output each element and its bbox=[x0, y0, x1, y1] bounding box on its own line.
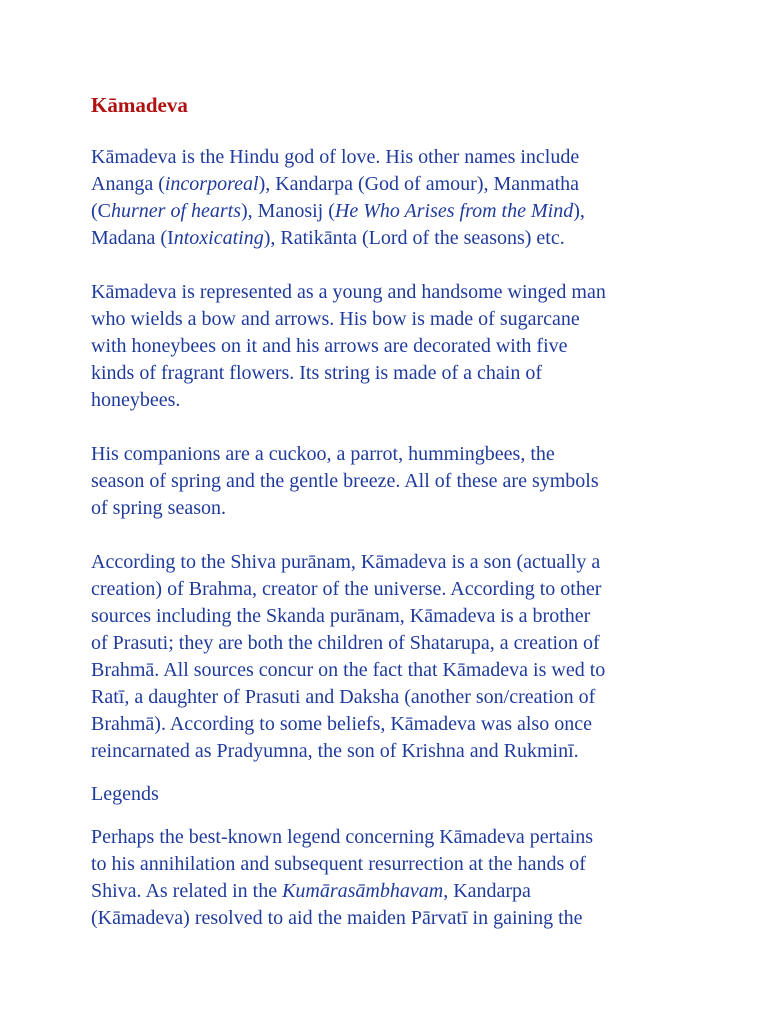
paragraph-legend bbox=[91, 824, 691, 932]
italic-text: incorporeal bbox=[164, 173, 259, 195]
text-line: Legends bbox=[91, 783, 159, 805]
page-title: Kāmadeva bbox=[91, 93, 188, 117]
text-line: Kāmadeva is represented as a young and handsome winged man bbox=[91, 281, 606, 303]
paragraph-appearance bbox=[91, 279, 691, 414]
text-line: sources including the Skanda purānam, Kāmadeva is a brother bbox=[91, 605, 591, 627]
text-line: (Churner of hearts), Manosij (He Who Arises from the Mind), bbox=[91, 200, 585, 222]
text-line: of Prasuti; they are both the children of Shatarupa, a creation of bbox=[91, 632, 600, 654]
text-line: His companions are a cuckoo, a parrot, hummingbees, the bbox=[91, 443, 555, 465]
text-line: Madana (Intoxicating), Ratikānta (Lord of the seasons) etc. bbox=[91, 227, 565, 249]
text-line: with honeybees on it and his arrows are decorated with five bbox=[91, 335, 568, 357]
text-line: of spring season. bbox=[91, 497, 226, 519]
text-line: (Kāmadeva) resolved to aid the maiden Pārvatī in gaining the bbox=[91, 907, 583, 929]
text-line: reincarnated as Pradyumna, the son of Krishna and Rukminī. bbox=[91, 740, 579, 762]
text-line: Ratī, a daughter of Prasuti and Daksha (another son/creation of bbox=[91, 686, 596, 708]
paragraph-companions bbox=[91, 441, 691, 522]
italic-text: hurner of hearts bbox=[111, 200, 241, 222]
text-line: who wields a bow and arrows. His bow is made of sugarcane bbox=[91, 308, 580, 330]
text-line: to his annihilation and subsequent resurrection at the hands of bbox=[91, 853, 586, 875]
text-line: Brahmā). According to some beliefs, Kāmadeva was also once bbox=[91, 713, 592, 735]
text-line: According to the Shiva purānam, Kāmadeva is a son (actually a bbox=[91, 551, 601, 573]
text-line: season of spring and the gentle breeze. All of these are symbols bbox=[91, 470, 599, 492]
text-line: kinds of fragrant flowers. Its string is made of a chain of bbox=[91, 362, 542, 384]
paragraph-origins bbox=[91, 549, 691, 765]
text-line: Shiva. As related in the Kumārasāmbhavam, Kandarpa bbox=[91, 880, 531, 902]
text-line: Ananga (incorporeal), Kandarpa (God of amour), Manmatha bbox=[91, 173, 580, 195]
paragraph-names bbox=[91, 144, 691, 252]
text-line: honeybees. bbox=[91, 389, 181, 411]
italic-text: He Who Arises from the Mind bbox=[334, 200, 574, 222]
text-line: Brahmā. All sources concur on the fact that Kāmadeva is wed to bbox=[91, 659, 606, 681]
text-line: creation) of Brahma, creator of the universe. According to other bbox=[91, 578, 602, 600]
text-line: Kāmadeva is the Hindu god of love. His other names include bbox=[91, 146, 580, 168]
italic-text: Kumārasāmbhavam bbox=[282, 880, 444, 902]
document-page bbox=[91, 92, 691, 959]
section-heading-legends bbox=[91, 781, 691, 808]
italic-text: ntoxicating bbox=[173, 227, 264, 249]
text-line: Perhaps the best-known legend concerning Kāmadeva pertains bbox=[91, 826, 594, 848]
